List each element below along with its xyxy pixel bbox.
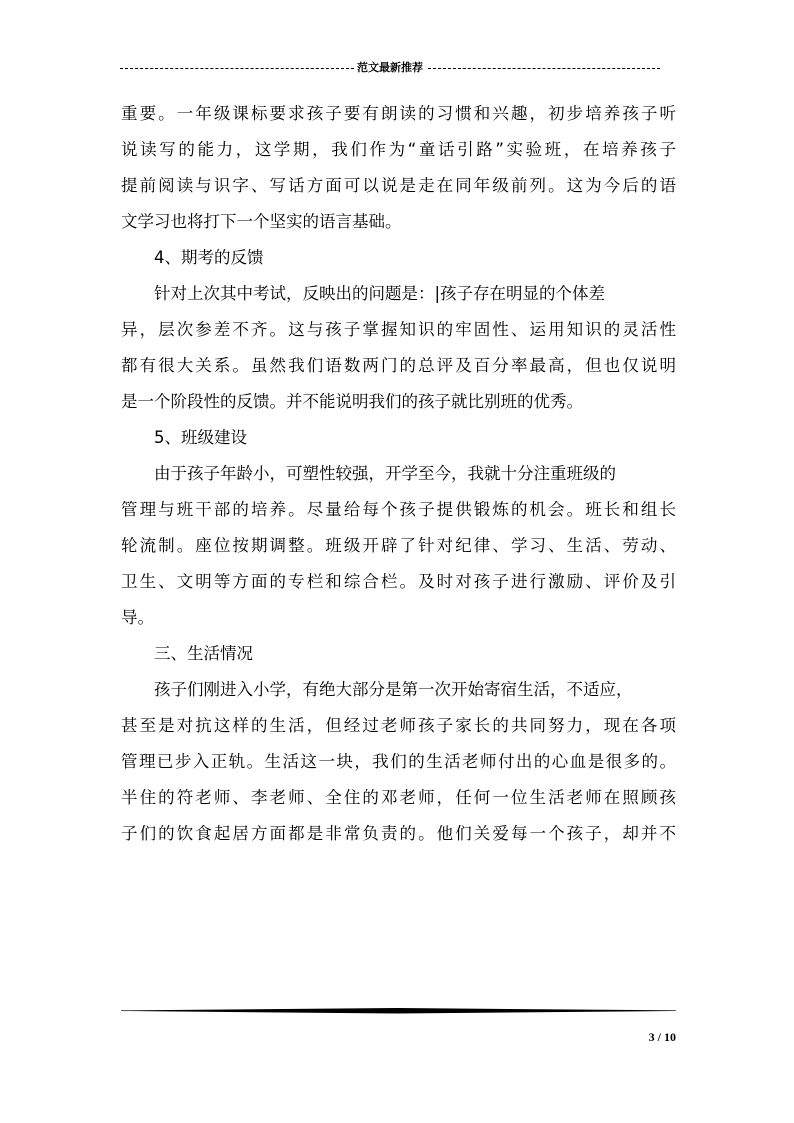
paragraph-line: 是一个阶段性的反馈。并不能说明我们的孩子就比别班的优秀。 (121, 392, 583, 411)
paragraph-line: 异，层次参差不齐。这与孩子掌握知识的牢固性、运用知识的灵活性 (121, 320, 676, 339)
paragraph-line: 导。 (121, 608, 154, 627)
paragraph-line: 说读写的能力，这学期，我们作为“童话引路”实验班，在培养孩子 (121, 140, 676, 159)
paragraph-line: 由于孩子年龄小，可塑性较强，开学至今，我就十分注重班级的 (154, 464, 616, 483)
header-title: 范文最新推荐 (357, 61, 423, 74)
paragraph-line: 都有很大关系。虽然我们语数两门的总评及百分率最高，但也仅说明 (121, 356, 676, 375)
paragraph-line: 重要。一年级课标要求孩子要有朗读的习惯和兴趣，初步培养孩子听 (121, 104, 676, 123)
page-number: 3 / 10 (648, 1030, 676, 1044)
paragraph-line: 子们的饮食起居方面都是非常负责的。他们关爱每一个孩子，却并不 (121, 824, 676, 843)
footer-divider (121, 1008, 676, 1014)
paragraph-line: 4、期考的反馈 (154, 248, 264, 267)
paragraph-line: 管理已步入正轨。生活这一块，我们的生活老师付出的心血是很多的。 (121, 752, 676, 771)
paragraph-line: 三、生活情况 (154, 644, 253, 663)
paragraph-line: 轮流制。座位按期调整。班级开辟了针对纪律、学习、生活、劳动、 (121, 536, 676, 555)
paragraph-line: 甚至是对抗这样的生活，但经过老师孩子家长的共同努力，现在各项 (121, 716, 676, 735)
paragraph-line: 卫生、文明等方面的专栏和综合栏。及时对孩子进行激励、评价及引 (121, 572, 676, 591)
paragraph-line: 半住的符老师、李老师、全住的邓老师，任何一位生活老师在照顾孩 (121, 788, 676, 807)
paragraph-line: 针对上次其中考试，反映出的问题是：|孩子存在明显的个体差 (154, 284, 606, 303)
paragraph-line: 管理与班干部的培养。尽量给每个孩子提供锻炼的机会。班长和组长 (121, 500, 676, 519)
paragraph-line: 5、班级建设 (154, 428, 247, 447)
header-divider-left (120, 68, 354, 69)
paragraph-line: 文学习也将打下一个坚实的语言基础。 (121, 212, 402, 231)
document-body (121, 96, 676, 852)
header-divider-right (428, 68, 660, 69)
paragraph-line: 孩子们刚进入小学，有绝大部分是第一次开始寄宿生活，不适应， (154, 680, 633, 699)
page-header (120, 61, 660, 75)
paragraph-line: 提前阅读与识字、写话方面可以说是走在同年级前列。这为今后的语 (121, 176, 676, 195)
